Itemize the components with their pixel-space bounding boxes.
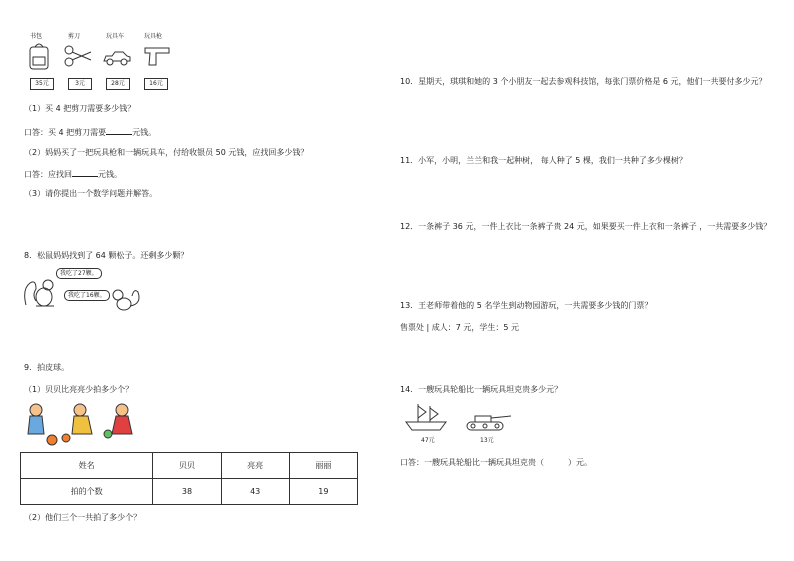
- price-tag: 3元: [68, 78, 92, 90]
- table-row: [21, 453, 358, 479]
- answer-prefix: 口答：买 4 把剪刀需要: [24, 128, 107, 137]
- question-9: 9．拍皮球。: [24, 363, 70, 372]
- item-label-scissors: 剪刀: [68, 33, 81, 40]
- ticket-price-info: 售票处 | 成人：7 元，学生：5 元: [400, 323, 520, 332]
- answer-blank[interactable]: [72, 168, 98, 177]
- question-7-3: （3）请你提出一个数学问题并解答。: [24, 189, 158, 198]
- answer-prefix: 口答：一艘玩具轮船比一辆玩具坦克贵（: [400, 458, 544, 467]
- tank-price: 13元: [480, 437, 494, 444]
- question-12: 12．一条裤子 36 元，一件上衣比一条裤子贵 24 元，如果要买一件上衣和一条裤子 ，一共需要多少钱？: [400, 222, 772, 231]
- squirrel-icon: [108, 286, 144, 312]
- table-row: [21, 479, 358, 505]
- price-tag: 35元: [30, 78, 54, 90]
- schoolbag-icon: [27, 41, 51, 71]
- answer-suffix: 元钱。: [132, 128, 157, 137]
- speech-bubble: 我吃了27颗。: [56, 268, 102, 279]
- answer-suffix: 元钱。: [98, 170, 122, 179]
- toy-gun-icon: [144, 45, 170, 67]
- answer-7-2: [24, 168, 122, 180]
- price-tag: 16元: [144, 78, 168, 90]
- children-playing-ball-illustration: [22, 400, 140, 448]
- score-table: [20, 452, 358, 505]
- question-7-2: （2）妈妈买了一把玩具枪和一辆玩具车，付给收银员 50 元钱，应找回多少钱？: [24, 148, 309, 157]
- table-cell: 43: [221, 479, 289, 505]
- squirrel-icon: [22, 275, 58, 309]
- table-row-label: 拍的个数: [21, 479, 153, 505]
- question-7-1: （1）买 4 把剪刀需要多少钱？: [24, 104, 136, 113]
- answer-7-1: [24, 126, 156, 138]
- table-header-cell: 贝贝: [153, 453, 221, 479]
- item-label-toy-car: 玩具车: [106, 33, 125, 40]
- table-cell: 38: [153, 479, 221, 505]
- table-header-cell: 亮亮: [221, 453, 289, 479]
- answer-suffix: ）元。: [568, 458, 592, 467]
- answer-14: [400, 457, 592, 468]
- toy-car-icon: [102, 50, 132, 66]
- question-9-2: （2）他们三个一共拍了多少个？: [24, 513, 142, 522]
- question-14: 14．一艘玩具轮船比一辆玩具坦克贵多少元？: [400, 385, 563, 394]
- price-tag: 28元: [106, 78, 130, 90]
- question-13: 13．王老师带着他的 5 名学生到动物园游玩，一共需要多少钱的门票？: [400, 301, 653, 310]
- question-9-1: （1）贝贝比亮亮少拍多少个？: [24, 385, 134, 394]
- speech-bubble: 我吃了16颗。: [64, 290, 110, 301]
- item-label-schoolbag: 书包: [30, 33, 43, 40]
- question-11: 11．小军，小明，兰兰和我一起种树， 每人种了 5 棵，我们一共种了多少棵树？: [400, 156, 687, 165]
- answer-prefix: 口答：应找回: [24, 170, 72, 179]
- toy-tank-icon: [463, 412, 513, 432]
- table-header-cell: 姓名: [21, 453, 153, 479]
- table-header-cell: 丽丽: [289, 453, 357, 479]
- item-label-toy-gun: 玩具枪: [144, 33, 163, 40]
- scissors-icon: [64, 45, 92, 67]
- answer-blank[interactable]: [106, 126, 132, 135]
- question-10: 10．星期天，琪琪和她的 3 个小朋友一起去参观科技馆，每张门票价格是 6 元，他们一共要付多少元？: [400, 77, 767, 86]
- question-8: 8．松鼠妈妈找到了 64 颗松子。还剩多少颗？: [24, 251, 189, 260]
- toy-ship-icon: [404, 402, 448, 432]
- ship-price: 47元: [421, 437, 435, 444]
- table-cell: 19: [289, 479, 357, 505]
